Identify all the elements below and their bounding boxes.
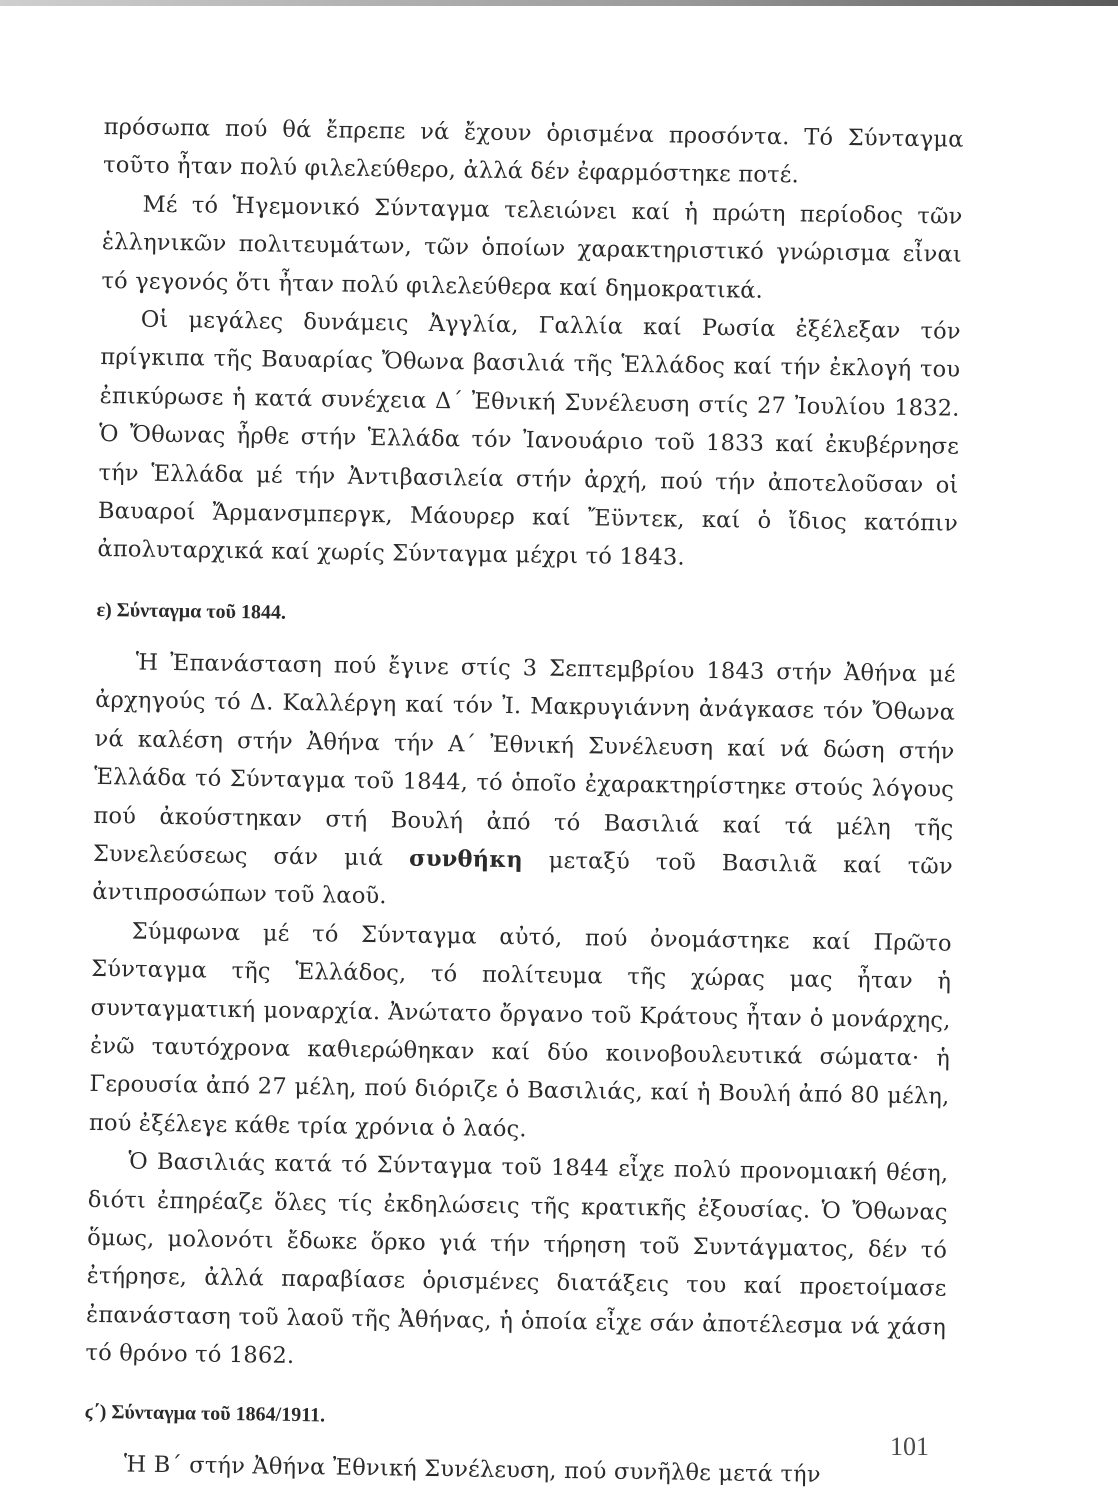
paragraph-4-end: μεταξύ τοῦ Βασιλιᾶ καί τῶν ἀντιπροσώπων τοῦ λαοῦ. [92,847,954,910]
paragraph-4 [92,643,956,925]
paragraph-5: Σύμφωνα μέ τό Σύνταγμα αὐτό, πού ὀνομάστηκε καί Πρῶτο Σύνταγμα τῆς Ἑλλάδος, τό πολίτευμα τῆς χώρας μας ἦταν ἡ συνταγματική μοναρχία. Ἀνώτατο ὄργανο τοῦ Κράτους ἦταν ὁ μονάρχης, ἐνῶ ταυτόχρονα καθιερώθηκαν καί δύο κοινοβουλευτικά σώματα· ἡ Γερουσία ἀπό 27 μέλη, πού διόριζε ὁ Βασιλιάς, καί ἡ Βουλή ἀπό 80 μέλη, πού ἐξέλεγε κάθε τρία χρόνια ὁ λαός. [88,918,952,1143]
paragraph-4-text: Ἡ Ἐπανάσταση πού ἔγινε στίς 3 Σεπτεμβρίου 1843 στήν Ἀθήνα μέ ἀρχηγούς τό Δ. Καλλέργη καί τόν Ἰ. Μακρυγιάννη ἀνάγκασε τόν Ὄθωνα νά καλέση στήν Ἀθήνα τήν Α΄ Ἐθνική Συνέλευση καί νά δώση στήν Ἑλλάδα τό Σύνταγμα τοῦ 1844, τό ὁποῖο ἐχαρακτηρίστηκε στούς λόγους πού ἀκούστηκαν στή Βουλή ἀπό τό Βασιλιά καί τά μέλη τῆς Συνελεύσεως σάν μιά [92,649,956,872]
paragraph-1: πρόσωπα πού θά ἔπρεπε νά ἔχουν ὁρισμένα προσόντα. Τό Σύνταγμα τοῦτο ἦταν πολύ φιλελεύθερο, ἀλλά δέν ἐφαρμόστηκε ποτέ. [102,113,964,189]
paragraph-2: Μέ τό Ἡγεμονικό Σύνταγμα τελειώνει καί ἡ πρώτη περίοδος τῶν ἑλληνικῶν πολιτευμάτων, τῶν ὁποίων χαρακτηριστικό γνώρισμα εἶναι τό γεγονός ὅτι ἦταν πολύ φιλελεύθερα καί δημοκρατικά. [101,191,963,304]
page-number: 101 [890,1432,929,1461]
paragraph-7: Ἡ Β΄ στήν Ἀθήνα Ἐθνική Συνέλευση, πού συνῆλθε μετά τήν [123,1451,821,1488]
section-heading-1864-1911: ϛ΄) Σύνταγμα τοῦ 1864/1911. [84,1400,326,1427]
scan-top-edge [0,0,1118,6]
document-page [84,108,964,1496]
paragraph-6: Ὁ Βασιλιάς κατά τό Σύνταγμα τοῦ 1844 εἶχε πολύ προνομιακή θέση, διότι ἐπηρέαζε ὅλες τίς ἐκδηλώσεις τῆς κρατικῆς ἐξουσίας. Ὁ Ὄθωνας ὅμως, μολονότι ἔδωκε ὅρκο γιά τήν τήρηση τοῦ Συντάγματος, δέν τό ἐτήρησε, ἀλλά παραβίασε ὁρισμένες διατάξεις του καί προετοίμασε ἐπανάσταση τοῦ λαοῦ τῆς Ἀθήνας, ἡ ὁποία εἶχε σάν ἀποτέλεσμα νά χάση τό θρόνο τό 1862. [85,1148,949,1370]
paragraph-3: Οἱ μεγάλες δυνάμεις Ἀγγλία, Γαλλία καί Ρωσία ἐξέλεξαν τόν πρίγκιπα τῆς Βαυαρίας Ὄθωνα βασιλιά τῆς Ἑλλάδος καί τήν ἐκλογή του ἐπικύρωσε ἡ κατά συνέχεια Δ΄ Ἐθνική Συνέλευση στίς 27 Ἰουλίου 1832. Ὁ Ὄθωνας ἦρθε στήν Ἑλλάδα τόν Ἰανουάριο τοῦ 1833 καί ἐκυβέρνησε τήν Ἑλλάδα μέ τήν Ἀντιβασιλεία στήν ἀρχή, πού τήν ἀποτελοῦσαν οἱ Βαυαροί Ἄρμανσμπεργκ, Μάουρερ καί Ἔϋντεκ, καί ὁ ἴδιος κατόπιν ἀπολυταρχικά καί χωρίς Σύνταγμα μέχρι τό 1843. [97,306,961,572]
section-heading-1844: ε) Σύνταγμα τοῦ 1844. [96,598,287,624]
bold-term-synthiki: συνθήκη [408,845,524,874]
